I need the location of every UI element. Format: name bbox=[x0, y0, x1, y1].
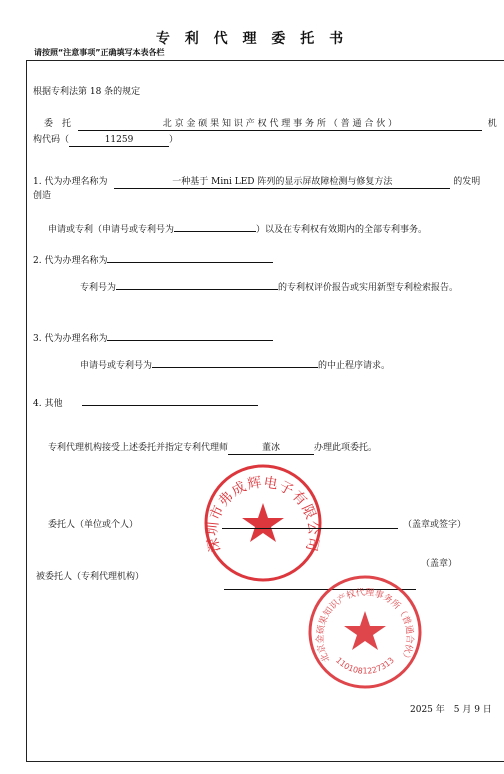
seal2-text: 北京金硕果知识产权代理事务所（普通合伙） bbox=[315, 587, 415, 664]
item1-number-field[interactable] bbox=[174, 222, 256, 232]
item3-line2 bbox=[80, 358, 390, 371]
item2-line2 bbox=[80, 280, 458, 293]
legal-basis: 根据专利法第 18 条的规定 bbox=[33, 87, 141, 97]
form-frame bbox=[26, 60, 504, 762]
agent-org-label: 被委托人（专利代理机构） bbox=[36, 572, 145, 582]
item2-line2-a: 专利号为 bbox=[80, 283, 117, 293]
item1-line2 bbox=[48, 222, 427, 235]
agent-org-seal-note: （盖章） bbox=[421, 559, 458, 569]
item1-line bbox=[33, 174, 480, 189]
item3-label: 3. 代为办理名称为 bbox=[33, 334, 108, 344]
entrust-prefix: 委 托 bbox=[44, 119, 72, 129]
item1-suffix: 的发明 bbox=[453, 177, 481, 187]
document-title: 专 利 代 理 委 托 书 bbox=[155, 31, 349, 47]
agency-code-field[interactable]: 11259 bbox=[69, 135, 169, 147]
seal2-code: 1101081227313 bbox=[333, 655, 397, 676]
seal1-text: 深圳市弗成辉电子有限公司 bbox=[204, 474, 322, 554]
agency-code-close: ） bbox=[169, 135, 179, 145]
item2-label: 2. 代为办理名称为 bbox=[33, 256, 108, 266]
accept-b: 办理此项委托。 bbox=[314, 443, 378, 453]
agency-code-label: 构代码（ bbox=[33, 135, 70, 145]
item1-line2-a: 申请或专利（申请号或专利号为 bbox=[48, 225, 175, 235]
principal-signature-line[interactable] bbox=[222, 528, 398, 529]
item4-field[interactable] bbox=[82, 396, 258, 406]
agency-code-line bbox=[33, 132, 178, 147]
company-seal bbox=[202, 462, 324, 584]
entrust-suffix: 机 bbox=[487, 119, 497, 129]
entrust-line bbox=[44, 116, 497, 131]
acceptance-line bbox=[48, 440, 377, 455]
item3-name-field[interactable] bbox=[107, 331, 273, 341]
item3-number-field[interactable] bbox=[152, 358, 318, 368]
item1-suffix2: 创造 bbox=[33, 191, 52, 201]
instruction-note: 请按照“注意事项”正确填写本表各栏 bbox=[34, 48, 165, 57]
item2-name-field[interactable] bbox=[107, 253, 273, 263]
item2-line2-b: 的专利权评价报告或实用新型专利检索报告。 bbox=[278, 283, 459, 293]
item3-line2-b: 的中止程序请求。 bbox=[318, 361, 391, 371]
item1-label: 1. 代为办理名称为 bbox=[33, 177, 108, 187]
item2-number-field[interactable] bbox=[116, 280, 278, 290]
principal-seal-note: （盖章或签字） bbox=[403, 520, 467, 530]
agency-name-field[interactable]: 北 京 金 硕 果 知 识 产 权 代 理 事 务 所 （ 普 通 合 伙 ） bbox=[78, 119, 482, 131]
item1-name-field[interactable]: 一种基于 Mini LED 阵列的显示屏故障检测与修复方法 bbox=[114, 177, 450, 189]
accept-a: 专利代理机构接受上述委托并指定专利代理师 bbox=[48, 443, 229, 453]
svg-text:1101081227313 bbox=[334, 656, 396, 676]
item4-label: 4. 其他 bbox=[33, 399, 63, 409]
item3-line bbox=[33, 331, 273, 344]
item1-line2-b: ）以及在专利权有效期内的全部专利事务。 bbox=[256, 225, 428, 235]
item3-line2-a: 申请号或专利号为 bbox=[80, 361, 153, 371]
agent-name-field[interactable]: 董冰 bbox=[228, 443, 314, 455]
item2-line bbox=[33, 253, 273, 266]
date: 2025 年 5 月 9 日 bbox=[410, 705, 492, 715]
agency-seal bbox=[306, 573, 424, 691]
principal-label: 委托人（单位或个人） bbox=[48, 520, 139, 530]
item4-line bbox=[33, 396, 258, 409]
